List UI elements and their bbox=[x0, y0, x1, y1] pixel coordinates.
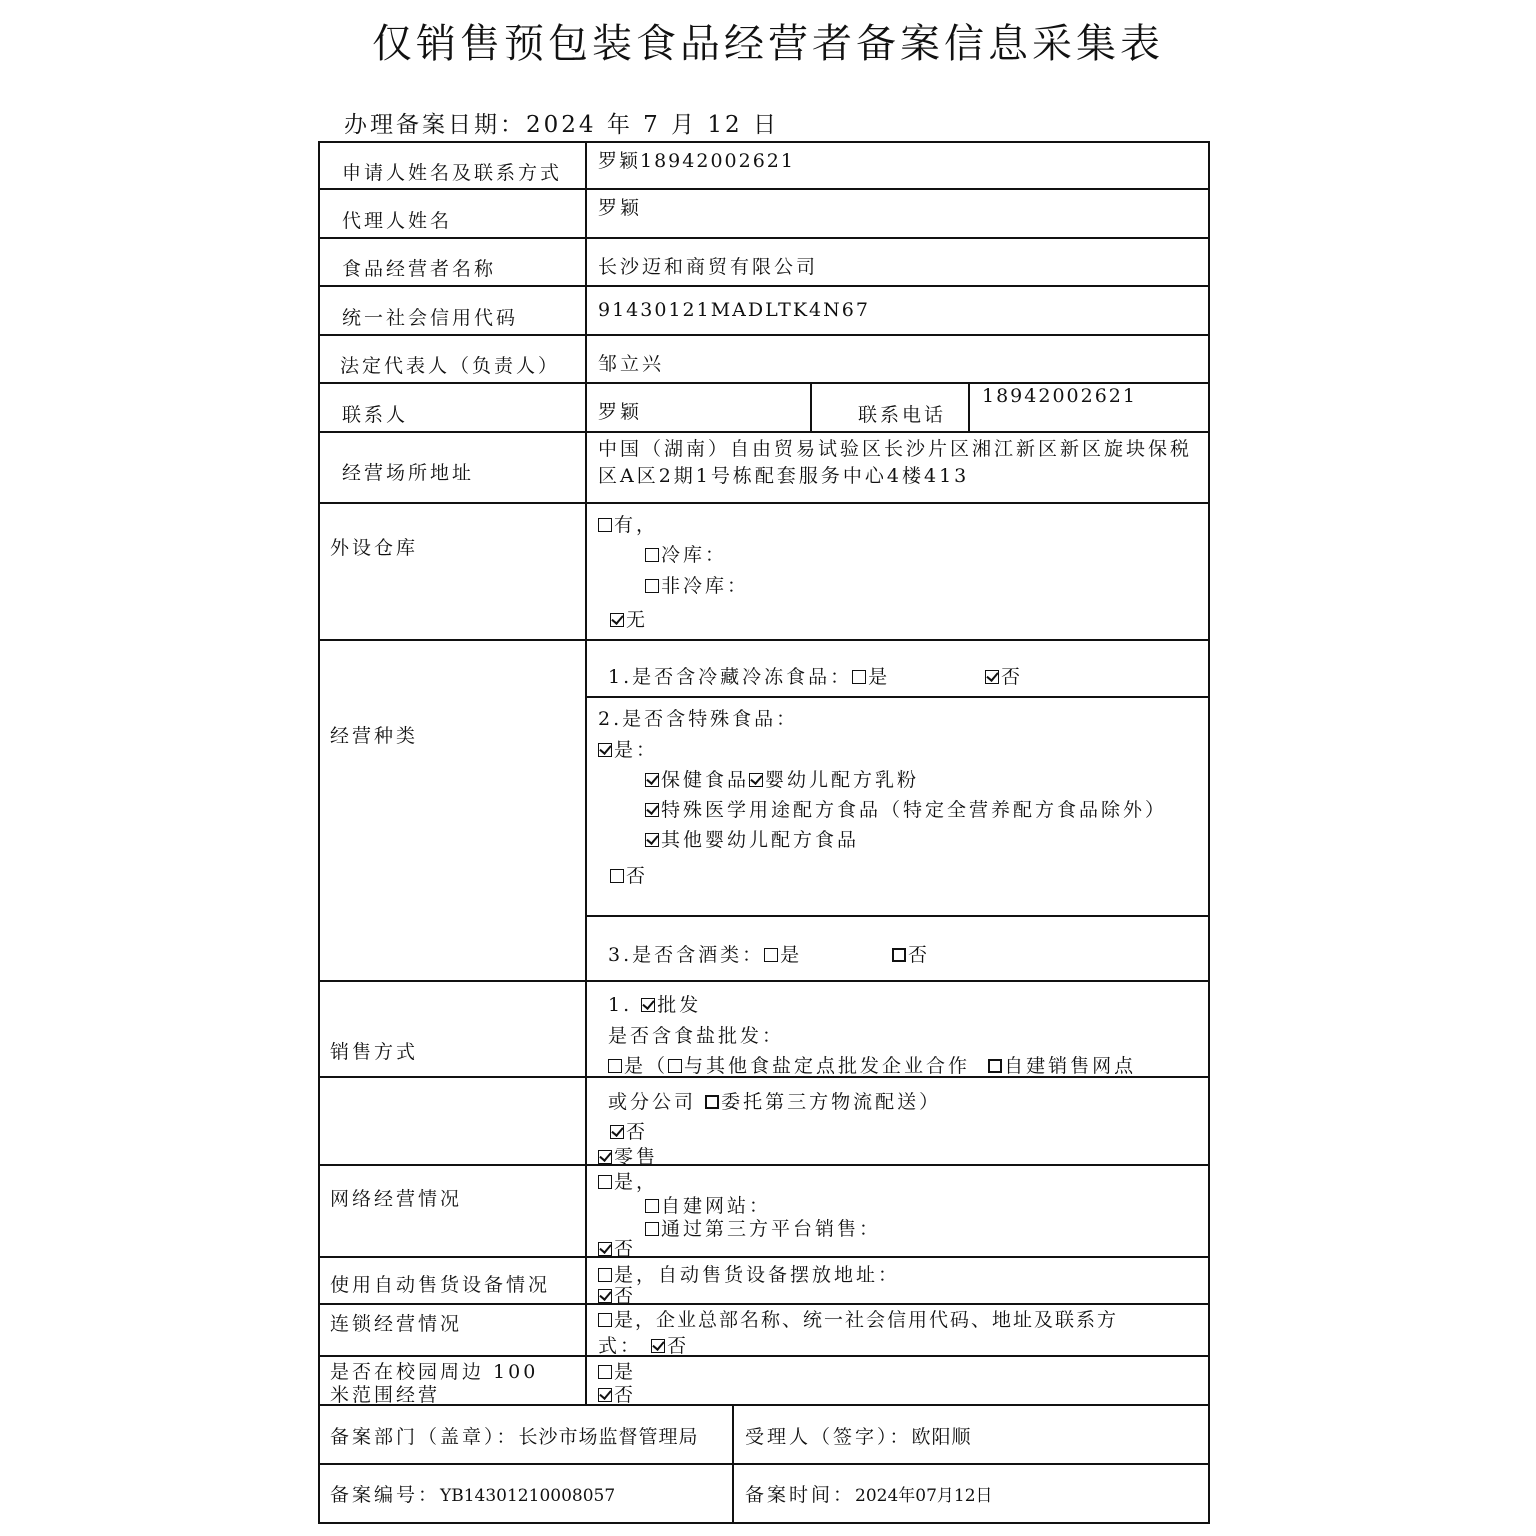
campus-yes: 是 bbox=[614, 1361, 637, 1383]
checkbox-icon[interactable] bbox=[645, 579, 659, 593]
checked-checkbox-icon[interactable] bbox=[610, 1125, 624, 1139]
filing-date bbox=[344, 106, 779, 139]
form-title: 仅销售预包装食品经营者备案信息采集表 bbox=[372, 21, 1164, 67]
applicant-value: 罗颖18942002621 bbox=[598, 150, 795, 172]
checked-checkbox-icon[interactable] bbox=[598, 743, 612, 757]
operator-name-value: 长沙迈和商贸有限公司 bbox=[598, 256, 819, 278]
category-q2-no: 否 bbox=[626, 865, 649, 887]
checkbox-icon[interactable] bbox=[645, 548, 659, 562]
category-q1-no: 否 bbox=[1001, 666, 1024, 688]
vending-yes-option bbox=[598, 1260, 900, 1287]
checked-checkbox-icon[interactable] bbox=[598, 1150, 612, 1164]
category-q2-no-option bbox=[610, 861, 648, 888]
category-q1-yes: 是 bbox=[868, 666, 891, 688]
checkbox-icon[interactable] bbox=[598, 1313, 612, 1327]
operator-name-label: 食品经营者名称 bbox=[342, 258, 497, 280]
online-label: 网络经营情况 bbox=[330, 1188, 463, 1210]
warehouse-option-noncold bbox=[645, 571, 749, 598]
special-food-item: 保健食品 bbox=[661, 769, 750, 791]
online-yes-option bbox=[598, 1167, 658, 1194]
category-q2-yes-option bbox=[598, 735, 658, 762]
warehouse-label: 外设仓库 bbox=[330, 537, 419, 559]
address-label: 经营场所地址 bbox=[342, 462, 475, 484]
checkbox-icon[interactable] bbox=[645, 1199, 659, 1213]
credit-code-label: 统一社会信用代码 bbox=[342, 307, 519, 329]
checkbox-icon[interactable] bbox=[988, 1059, 1002, 1073]
checkbox-icon[interactable] bbox=[645, 1222, 659, 1236]
online-opt2: 通过第三方平台销售： bbox=[661, 1218, 882, 1240]
checkbox-icon[interactable] bbox=[610, 869, 624, 883]
salt-options-line1 bbox=[608, 1051, 1136, 1078]
checkbox-icon[interactable] bbox=[598, 1175, 612, 1189]
handler bbox=[745, 1422, 972, 1449]
handler-value: 欧阳顺 bbox=[911, 1426, 972, 1448]
checked-checkbox-icon[interactable] bbox=[749, 773, 763, 787]
col-divider bbox=[732, 1404, 734, 1524]
warehouse-option-cold bbox=[645, 540, 727, 567]
category-label: 经营种类 bbox=[330, 725, 419, 747]
special-food-item: 其他婴幼儿配方食品 bbox=[661, 829, 860, 851]
checkbox-icon[interactable] bbox=[668, 1059, 682, 1073]
row-divider bbox=[318, 334, 1210, 336]
salt-opt1: 与其他食盐定点批发企业合作 bbox=[684, 1055, 971, 1077]
salt-question: 是否含食盐批发： bbox=[608, 1025, 785, 1047]
col-divider bbox=[968, 382, 970, 431]
filing-date-value: 2024 年 7 月 12 日 bbox=[526, 112, 779, 138]
address-value: 中国（湖南）自由贸易试验区长沙片区湘江新区新区旋块保税区A区2期1号栋配套服务中心4楼413 bbox=[598, 438, 1193, 487]
checked-checkbox-icon[interactable] bbox=[645, 833, 659, 847]
filing-number-value: YB14301210008057 bbox=[440, 1486, 616, 1506]
checked-checkbox-icon[interactable] bbox=[598, 1388, 612, 1402]
filing-dept-label: 备案部门（盖章）： bbox=[330, 1426, 519, 1448]
category-q2-text: 2.是否含特殊食品： bbox=[598, 708, 799, 730]
sales-retail-option bbox=[598, 1142, 658, 1169]
row-divider bbox=[318, 980, 1210, 982]
category-q1-text: 1.是否含冷藏冷冻食品： bbox=[608, 666, 853, 688]
filing-time-value: 2024年07月12日 bbox=[855, 1486, 993, 1506]
category-q1 bbox=[608, 662, 890, 689]
checked-checkbox-icon[interactable] bbox=[598, 1289, 612, 1303]
checkbox-icon[interactable] bbox=[598, 1268, 612, 1282]
checked-checkbox-icon[interactable] bbox=[645, 773, 659, 787]
vending-label: 使用自动售货设备情况 bbox=[330, 1274, 551, 1296]
filing-date-label: 办理备案日期： bbox=[344, 112, 526, 138]
salt-options-line2 bbox=[608, 1087, 941, 1114]
chain-label: 连锁经营情况 bbox=[330, 1313, 463, 1335]
row-divider bbox=[318, 237, 1210, 239]
warehouse-option-none bbox=[610, 605, 648, 632]
chain-no: 否 bbox=[667, 1335, 690, 1357]
vending-yes: 是，自动售货设备摆放地址： bbox=[614, 1264, 901, 1286]
online-no-option bbox=[598, 1234, 636, 1261]
checked-checkbox-icon[interactable] bbox=[641, 998, 655, 1012]
salt-opt2: 自建销售网点 bbox=[1004, 1055, 1137, 1077]
checkbox-icon[interactable] bbox=[705, 1095, 719, 1109]
chain-yes-line2: 式： bbox=[598, 1335, 643, 1357]
contact-value: 罗颖 bbox=[598, 401, 643, 423]
agent-label: 代理人姓名 bbox=[342, 210, 453, 232]
checkbox-icon[interactable] bbox=[598, 518, 612, 532]
online-yes: 是， bbox=[614, 1171, 659, 1193]
category-q3-no: 否 bbox=[908, 944, 931, 966]
row-divider bbox=[318, 431, 1210, 433]
checked-checkbox-icon[interactable] bbox=[651, 1339, 665, 1353]
row-divider bbox=[318, 188, 1210, 190]
category-q2-items-row1 bbox=[645, 765, 919, 792]
chain-line2 bbox=[598, 1331, 689, 1358]
handler-label: 受理人（签字）： bbox=[745, 1426, 912, 1448]
contact-phone-label: 联系电话 bbox=[858, 404, 947, 426]
special-food-item: 婴幼儿配方乳粉 bbox=[765, 769, 920, 791]
online-no: 否 bbox=[614, 1238, 637, 1260]
filing-number-label: 备案编号： bbox=[330, 1484, 441, 1506]
sales-wholesale-prefix: 1. bbox=[608, 994, 633, 1016]
category-q2-items-row2 bbox=[645, 795, 1167, 822]
row-divider bbox=[318, 1463, 1210, 1465]
warehouse-option-yes bbox=[598, 510, 658, 537]
sales-retail: 零售 bbox=[614, 1146, 659, 1168]
checked-checkbox-icon[interactable] bbox=[985, 670, 999, 684]
vending-no: 否 bbox=[614, 1285, 637, 1307]
campus-no: 否 bbox=[614, 1384, 637, 1406]
row-divider bbox=[586, 696, 1210, 698]
agent-value: 罗颖 bbox=[598, 197, 643, 219]
contact-phone-value: 18942002621 bbox=[982, 385, 1137, 407]
campus-no-option bbox=[598, 1380, 636, 1407]
chain-yes-option bbox=[598, 1305, 1118, 1332]
legal-rep-value: 邹立兴 bbox=[598, 353, 665, 375]
sales-wholesale-option bbox=[608, 990, 701, 1017]
category-q3 bbox=[608, 940, 802, 967]
filing-dept bbox=[330, 1422, 699, 1449]
salt-no: 否 bbox=[626, 1121, 649, 1143]
category-q3-no-option bbox=[892, 940, 930, 967]
filing-number bbox=[330, 1480, 615, 1507]
checked-checkbox-icon[interactable] bbox=[598, 1242, 612, 1256]
col-divider bbox=[585, 141, 587, 1404]
vending-no-option bbox=[598, 1281, 636, 1308]
row-divider bbox=[318, 1256, 1210, 1258]
checkbox-icon[interactable] bbox=[598, 1365, 612, 1379]
category-q2-items-row3 bbox=[645, 825, 859, 852]
campus-label-line2: 米范围经营 bbox=[330, 1384, 441, 1406]
row-divider bbox=[318, 639, 1210, 641]
salt-opt2-cont: 或分公司 bbox=[608, 1091, 697, 1113]
checkbox-icon[interactable] bbox=[892, 948, 906, 962]
salt-no-option bbox=[610, 1117, 648, 1144]
checkbox-icon[interactable] bbox=[608, 1059, 622, 1073]
warehouse-option-label: 有， bbox=[614, 514, 659, 536]
row-divider bbox=[318, 502, 1210, 504]
warehouse-option-label: 非冷库： bbox=[661, 575, 750, 597]
category-q3-yes: 是 bbox=[780, 944, 803, 966]
online-opt2-option bbox=[645, 1214, 881, 1241]
warehouse-option-label: 冷库： bbox=[661, 544, 728, 566]
filing-time-label: 备案时间： bbox=[745, 1484, 856, 1506]
category-q2-yes: 是： bbox=[614, 739, 659, 761]
row-divider bbox=[318, 1404, 1210, 1406]
campus-label-line1: 是否在校园周边 100 bbox=[330, 1361, 539, 1383]
row-divider bbox=[318, 1164, 1210, 1166]
salt-yes: 是（ bbox=[624, 1055, 669, 1077]
row-divider bbox=[318, 285, 1210, 287]
filing-dept-value: 长沙市场监督管理局 bbox=[518, 1426, 699, 1448]
row-divider bbox=[586, 915, 1210, 917]
checked-checkbox-icon[interactable] bbox=[610, 613, 624, 627]
chain-yes-line1: 是，企业总部名称、统一社会信用代码、地址及联系方 bbox=[614, 1309, 1119, 1331]
checked-checkbox-icon[interactable] bbox=[645, 803, 659, 817]
filing-time bbox=[745, 1480, 993, 1507]
category-q1-no-option bbox=[985, 662, 1023, 689]
salt-opt3: 委托第三方物流配送） bbox=[721, 1091, 942, 1113]
col-divider bbox=[810, 382, 812, 431]
checkbox-icon[interactable] bbox=[852, 670, 866, 684]
applicant-label: 申请人姓名及联系方式 bbox=[342, 162, 563, 184]
credit-code-value: 91430121MADLTK4N67 bbox=[598, 299, 870, 321]
sales-wholesale: 批发 bbox=[657, 994, 702, 1016]
legal-rep-label: 法定代表人（负责人） bbox=[340, 355, 561, 377]
row-divider bbox=[318, 382, 1210, 384]
online-opt1: 自建网站： bbox=[661, 1195, 772, 1217]
checkbox-icon[interactable] bbox=[764, 948, 778, 962]
warehouse-option-label: 无 bbox=[626, 609, 649, 631]
sales-label: 销售方式 bbox=[330, 1041, 419, 1063]
special-food-item: 特殊医学用途配方食品（特定全营养配方食品除外） bbox=[661, 799, 1168, 821]
category-q3-text: 3.是否含酒类： bbox=[608, 944, 765, 966]
contact-label: 联系人 bbox=[342, 404, 409, 426]
